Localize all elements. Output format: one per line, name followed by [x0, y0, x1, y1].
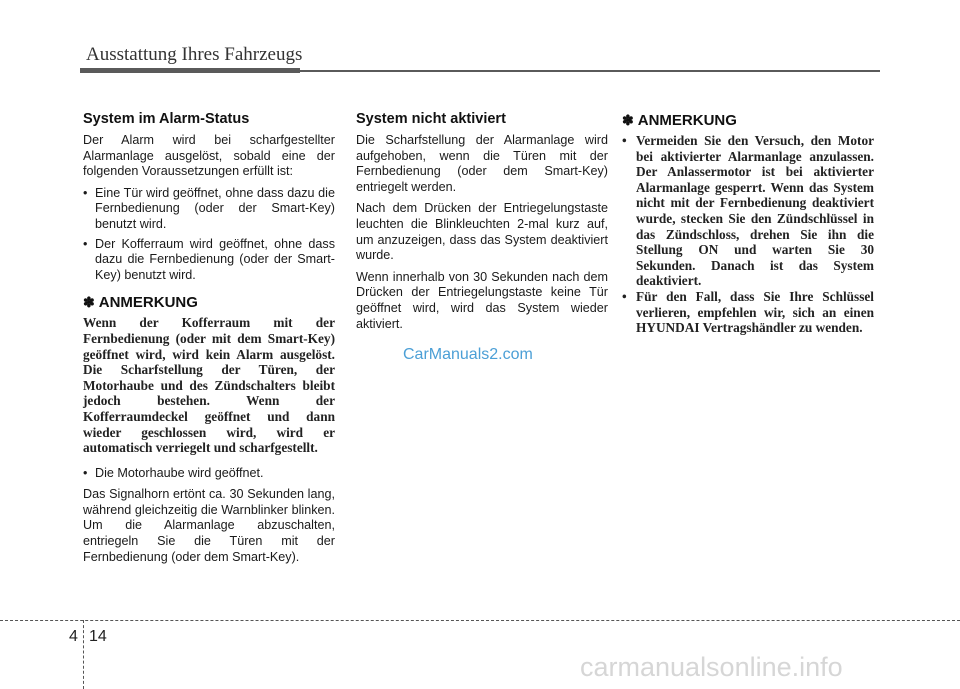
column-note — [622, 111, 874, 336]
list-item: • Die Motorhaube wird geöffnet. — [83, 465, 264, 480]
bullet-icon: • — [83, 465, 88, 480]
header-rule — [300, 70, 880, 72]
list-item: • Für den Fall, dass Sie Ihre Schlüssel verlieren, empfehlen wir, sich an einen HYUNDAI Vertragshändler zu wenden. — [622, 288, 874, 336]
column-system-not-activated — [356, 111, 608, 338]
note-heading: ✽ ANMERKUNG — [622, 112, 737, 129]
note-heading: ✽ ANMERKUNG — [83, 294, 198, 312]
watermark-link[interactable]: CarManuals2.com — [403, 346, 533, 363]
list-item: • Vermeiden Sie den Versuch, den Motor bei aktivierter Alarmanlage anzulassen. Der Anlassermotor ist bei aktivierter Alarmanlage gesperrt. Wenn das System nicht mit der Fernbedienung deaktiviert wurde, stecken Sie den Zündschlüssel in das Zündschloss, drehen Sie ihn die Stellung ON und warten Sie 30 Sekunden. Danach ist das System deaktiviert. — [622, 133, 874, 289]
page-number: 14 — [89, 628, 107, 645]
bullet-icon: • — [83, 185, 88, 200]
site-watermark: carmanualsonline.info — [580, 652, 843, 682]
bullet-icon: • — [622, 288, 627, 304]
bullet-icon: • — [622, 133, 627, 148]
page-header-title: Ausstattung Ihres Fahrzeugs — [86, 44, 303, 65]
section-title-not-activated: System nicht aktiviert — [356, 111, 506, 127]
alarm-outro-text: Das Signalhorn ertönt ca. 30 Sekunden lang, während gleichzeitig die Warnblinker blinken. Um die Alarmanlage abzuschalten, entriegeln Sie die Türen mit der Fernbedienung (oder dem Smart-Key). — [83, 487, 335, 564]
list-item: • Der Kofferraum wird geöffnet, ohne dass dazu die Fernbedienung (oder der Smart-Key) benutzt wird. — [83, 236, 335, 282]
asterisk-icon: ✽ — [83, 294, 95, 311]
header-rule-thick — [80, 68, 300, 73]
alarm-trigger-list-2 — [83, 466, 335, 482]
paragraph: Wenn innerhalb von 30 Sekunden nach dem Drücken der Entriegelungstaste keine Tür geöffnet wird, wird das System wieder aktiviert. — [356, 269, 608, 331]
bullet-icon: • — [83, 236, 88, 251]
section-title-alarm-status: System im Alarm-Status — [83, 111, 250, 127]
alarm-trigger-list — [83, 186, 335, 284]
note-text: Wenn der Kofferraum mit der Fernbedienung (oder mit dem Smart-Key) geöffnet wird, wird kein Alarm ausgelöst. Die Scharfstellung der Türen, der Motorhaube und des Zündschalters bleibt jedoch bestehen. Wenn der Kofferraumdeckel geöffnet und dann wieder geschlossen wird, wird er automatisch verriegelt und scharfgestellt. — [83, 315, 335, 456]
paragraph: Nach dem Drücken der Entriegelungstaste leuchten die Blinkleuchten 2-mal kurz auf, um anzuzeigen, dass das System deaktiviert wurde. — [356, 201, 608, 263]
column-alarm-status — [83, 111, 335, 571]
note-list — [622, 133, 874, 336]
asterisk-icon: ✽ — [622, 112, 634, 128]
footer-vertical-divider — [83, 620, 84, 689]
footer-divider — [0, 620, 960, 621]
alarm-intro-text: Der Alarm wird bei scharfgestellter Alarmanlage ausgelöst, sobald eine der folgenden Voraussetzungen erfüllt ist: — [83, 133, 335, 179]
list-item: • Eine Tür wird geöffnet, ohne dass dazu die Fernbedienung (oder der Smart-Key) benutzt wird. — [83, 185, 335, 231]
paragraph: Die Scharfstellung der Alarmanlage wird aufgehoben, wenn die Türen mit der Fernbedienung (oder dem Smart-Key) entriegelt werden. — [356, 133, 608, 194]
chapter-number: 4 — [69, 628, 78, 645]
